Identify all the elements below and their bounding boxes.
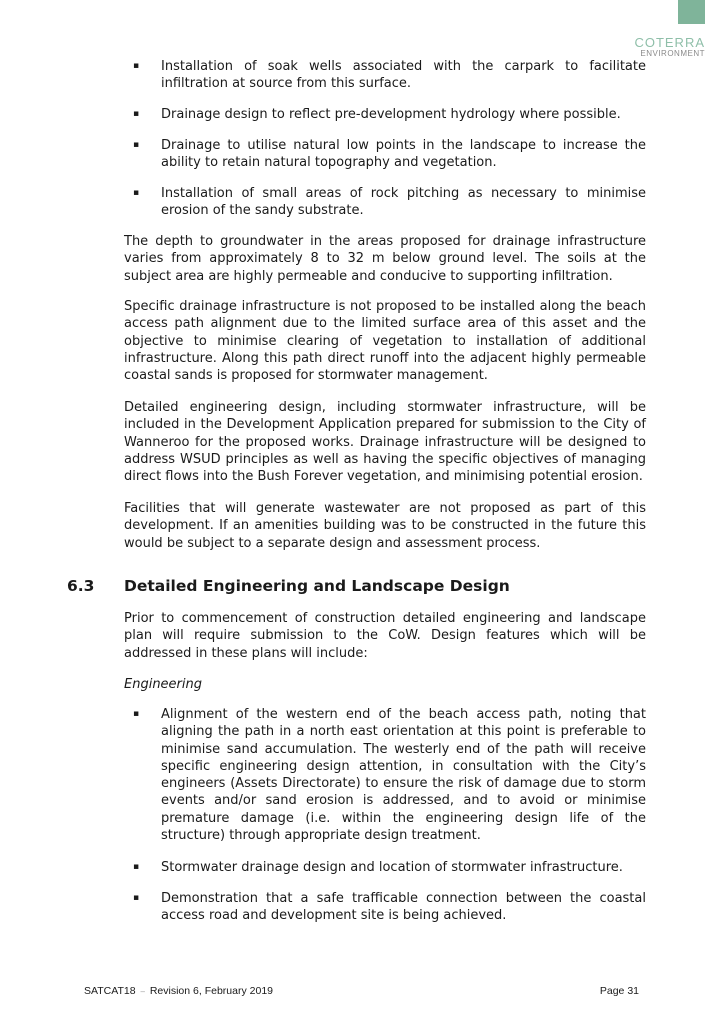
corner-accent-block [678, 0, 705, 24]
section-number: 6.3 [67, 577, 95, 595]
list-item-text: Stormwater drainage design and location of stormwater infrastructure. [161, 860, 623, 875]
bullet-icon: ▪ [133, 862, 140, 872]
footer-revision: Revision 6, February 2019 [149, 985, 273, 997]
section-intro-paragraph: Prior to commencement of construction detailed engineering and landscape plan will require submission to the CoW. Design features which will be addressed in these plans will include: [124, 611, 646, 661]
engineering-bullet-list [124, 890, 646, 925]
list-item-text: Demonstration that a safe trafficable connection between the coastal access road and development site is being achieved. [161, 891, 646, 924]
bullet-icon: ▪ [133, 893, 140, 903]
list-item [124, 106, 646, 123]
footer-doc-code: SATCAT18 [84, 985, 136, 997]
list-item [124, 859, 646, 876]
list-item-text: Installation of small areas of rock pitching as necessary to minimise erosion of the sandy substrate. [161, 186, 646, 219]
engineering-bullet-list [124, 859, 646, 876]
beach-path-paragraph: Specific drainage infrastructure is not proposed to be installed along the beach access path alignment due to the limited surface area of this asset and the objective to minimise clearing of vegetation to installation of additional infrastructure. Along this path direct runoff into the adjacent highly permeable coastal sands is proposed for stormwater management. [124, 299, 646, 384]
footer-page-number: Page 31 [599, 985, 639, 997]
drainage-bullet-list [124, 106, 646, 123]
list-item [124, 185, 646, 220]
list-item-text: Drainage to utilise natural low points in the landscape to increase the ability to retain natural topography and vegetation. [161, 138, 646, 171]
engineering-bullet-list [124, 706, 646, 844]
list-item [124, 706, 646, 844]
bullet-icon: ▪ [133, 109, 140, 119]
bullet-icon: ▪ [133, 140, 140, 150]
logo-tagline: ENVIRONMENT [640, 49, 705, 58]
drainage-bullet-list [124, 58, 646, 93]
list-item-text: Drainage design to reflect pre-development hydrology where possible. [161, 107, 621, 122]
list-item-text: Installation of soak wells associated with the carpark to facilitate infiltration at source from this surface. [161, 59, 646, 92]
groundwater-paragraph: The depth to groundwater in the areas proposed for drainage infrastructure varies from approximately 8 to 32 m below ground level. The soils at the subject area are highly permeable and conducive to supporting infiltration. [124, 234, 646, 284]
bullet-icon: ▪ [133, 188, 140, 198]
list-item [124, 890, 646, 925]
logo-wordmark: COTERRA [634, 35, 705, 50]
wastewater-paragraph: Facilities that will generate wastewater are not proposed as part of this development. If an amenities building was to be constructed in the future this would be subject to a separate design and assessment process. [124, 501, 646, 551]
drainage-bullet-list [124, 185, 646, 220]
list-item [124, 137, 646, 172]
list-item-text: Alignment of the western end of the beach access path, noting that aligning the path in a north east orientation at this point is preferable to minimise sand accumulation. The westerly end of the path will receive specific engineering design attention, in consultation with the City’s engineers (Assets Directorate) to ensure the risk of damage due to storm events and/or sand erosion is addressed, and to avoid or minimise premature damage (i.e. within the engineering design life of the structure) through appropriate design treatment. [161, 707, 646, 844]
footer-separator: – [140, 987, 145, 996]
bullet-icon: ▪ [133, 61, 140, 71]
drainage-bullet-list [124, 137, 646, 172]
section-title: Detailed Engineering and Landscape Design [124, 577, 510, 595]
engineering-design-paragraph: Detailed engineering design, including stormwater infrastructure, will be included in the Development Application prepared for submission to the City of Wanneroo for the proposed works. Drainage infrastructure will be designed to address WSUD principles as well as having the specific objectives of managing direct flows into the Bush Forever vegetation, and minimising potential erosion. [124, 400, 646, 485]
bullet-icon: ▪ [133, 709, 140, 719]
list-item [124, 58, 646, 93]
company-logo [634, 36, 705, 58]
engineering-subheading: Engineering [124, 677, 202, 692]
footer-document-info [84, 985, 273, 998]
